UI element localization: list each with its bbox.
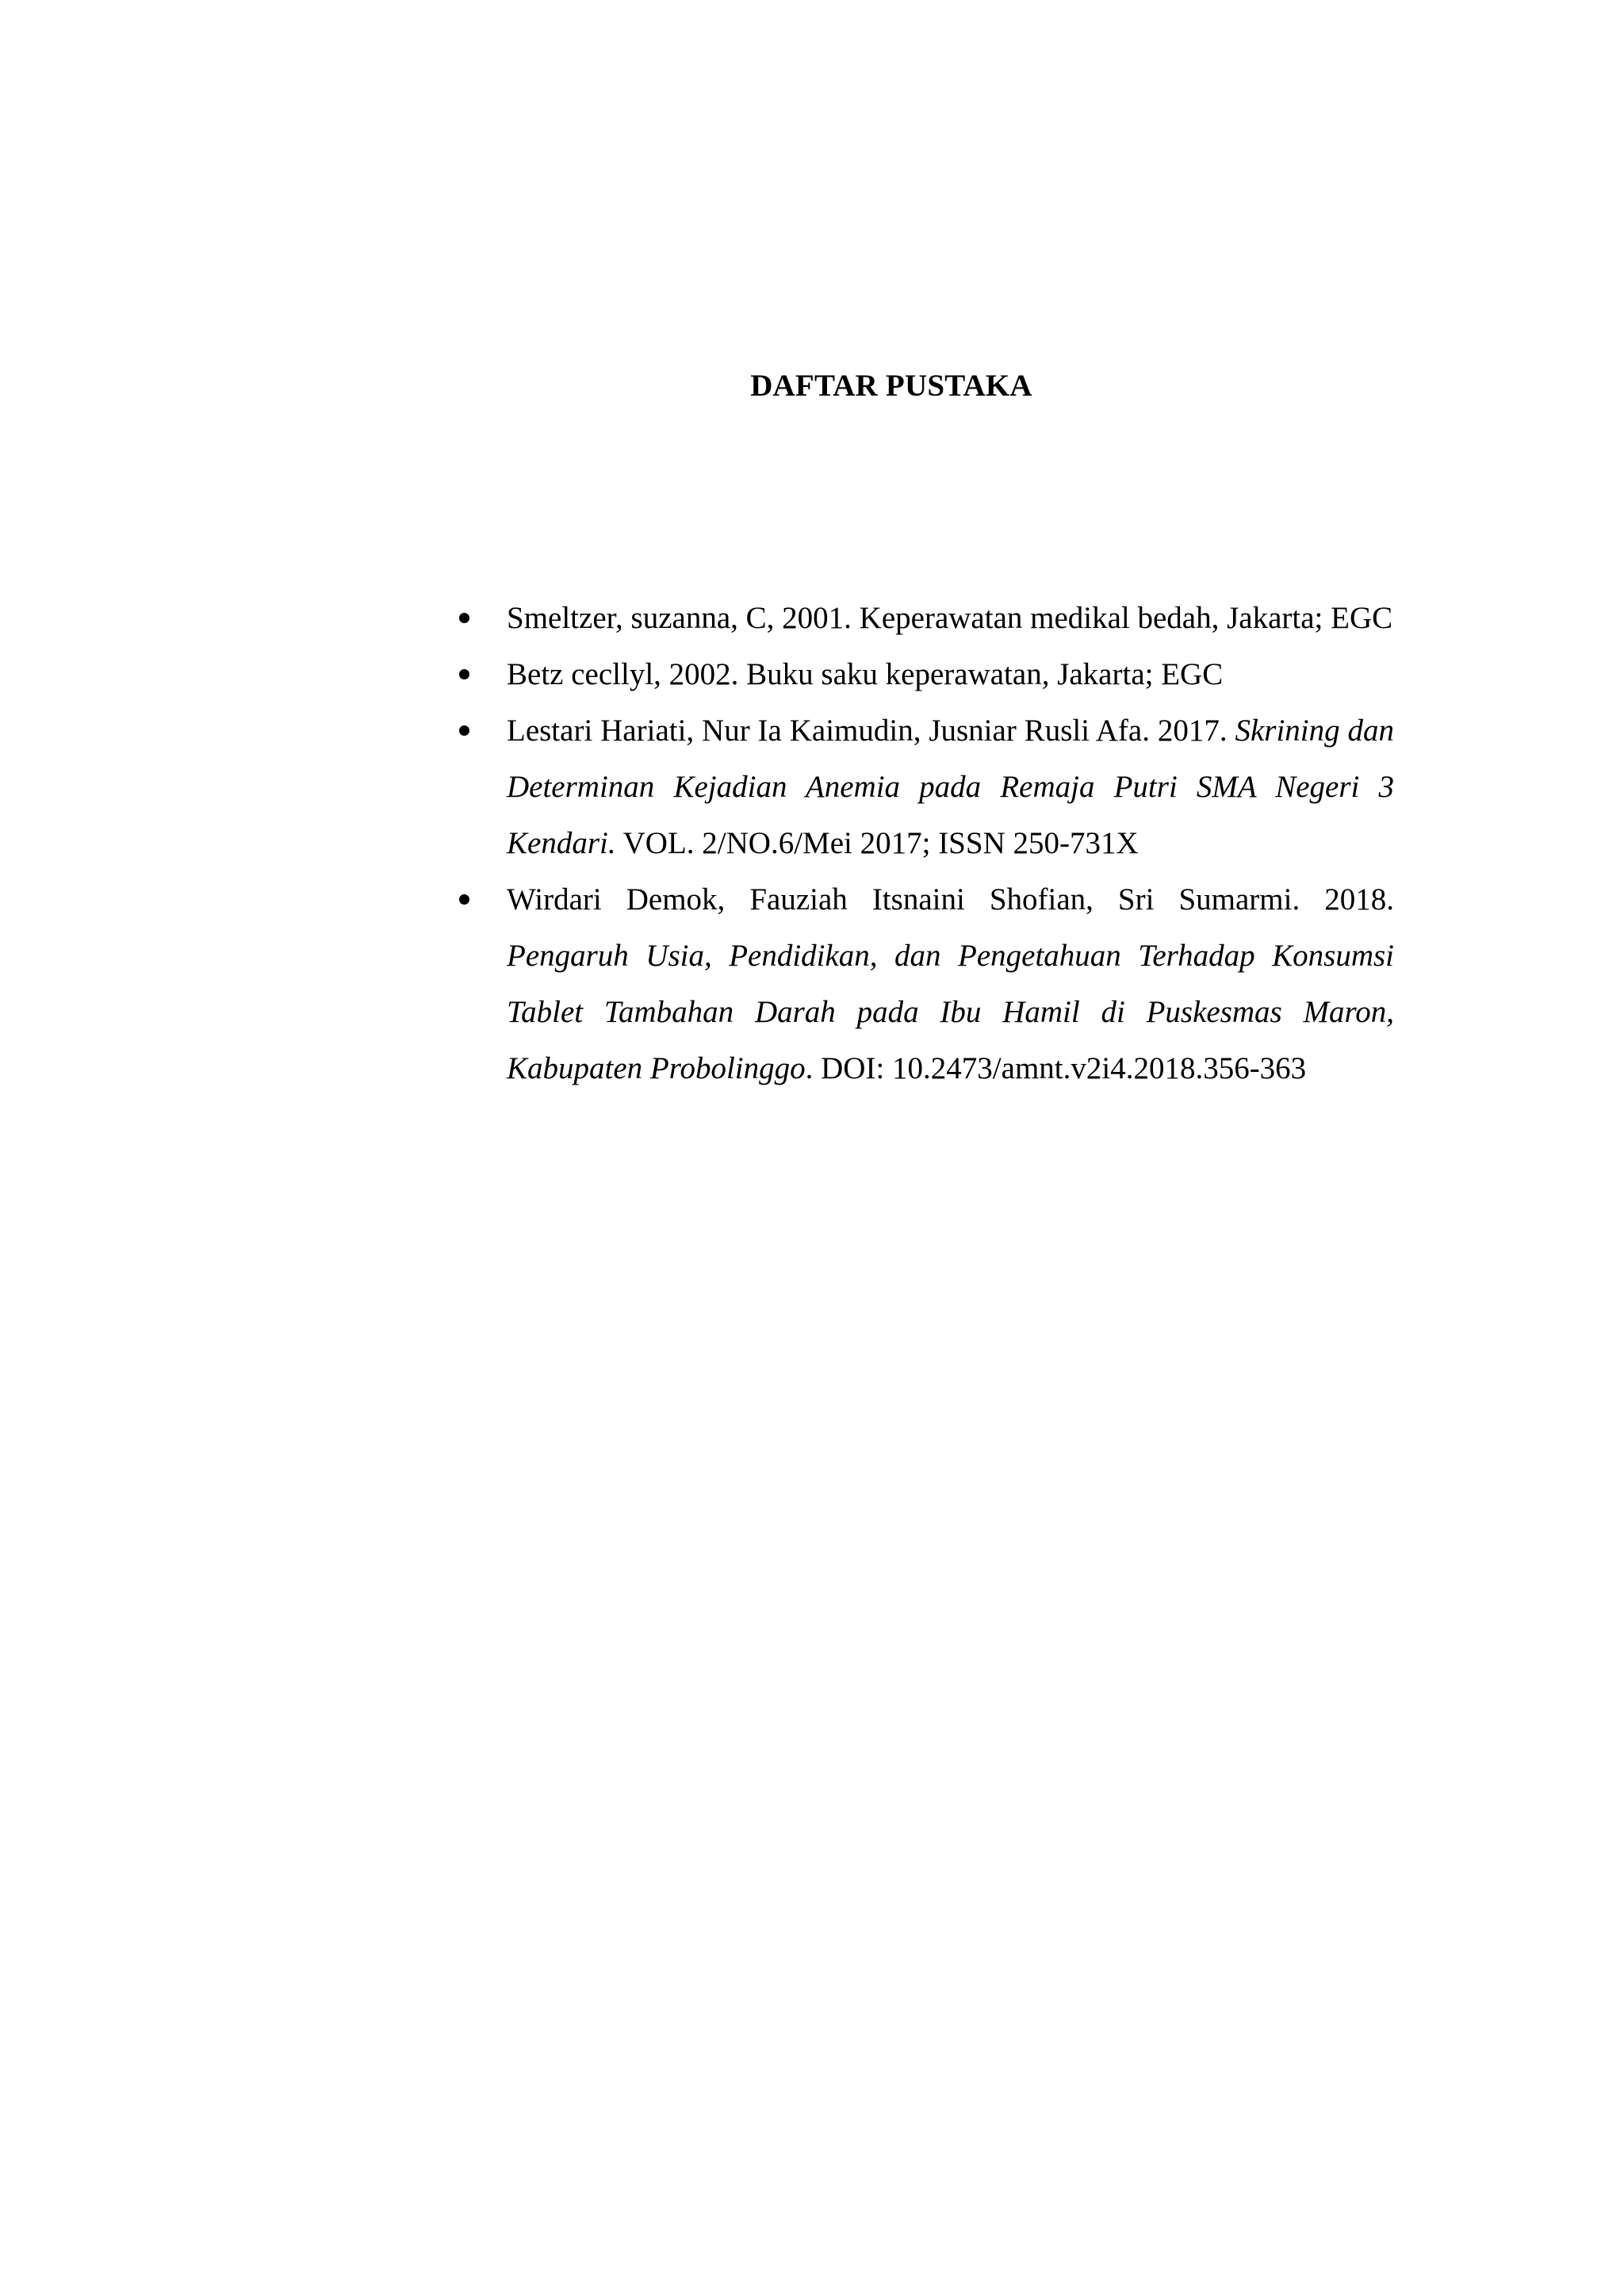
bullet-icon: [456, 646, 480, 702]
bullet-icon: [456, 871, 480, 928]
reference-title: Skrining dan Determinan Kejadian Anemia pada Remaja Putri SMA Negeri 3 Kendari.: [507, 714, 1394, 860]
reference-title: Pengaruh Usia, Pendidikan, dan Pengetahuan Terhadap Konsumsi Tablet Tambahan Darah pada Ibu Hamil di Puskesmas Maron, Kabupaten Probolinggo: [507, 939, 1394, 1085]
reference-text: Smeltzer, suzanna, C, 2001. Keperawatan medikal bedah, Jakarta; EGC: [507, 601, 1393, 635]
bullet-icon: [456, 702, 480, 759]
reference-item: [456, 702, 1394, 871]
reference-source: . DOI: 10.2473/amnt.v2i4.2018.356-363: [805, 1051, 1307, 1085]
reference-source: VOL. 2/NO.6/Mei 2017; ISSN 250-731X: [615, 826, 1139, 860]
reference-list: [456, 590, 1394, 1096]
reference-text: Betz cecllyl, 2002. Buku saku keperawatan, Jakarta; EGC: [507, 657, 1224, 691]
reference-item: [456, 646, 1394, 702]
page-title: DAFTAR PUSTAKA: [750, 369, 1032, 403]
reference-item: [456, 590, 1394, 646]
reference-authors: Wirdari Demok, Fauziah Itsnaini Shofian, Sri Sumarmi. 2018.: [507, 882, 1394, 916]
bullet-icon: [456, 590, 480, 646]
reference-item: [456, 871, 1394, 1096]
reference-authors: Lestari Hariati, Nur Ia Kaimudin, Jusniar Rusli Afa. 2017.: [507, 714, 1235, 748]
